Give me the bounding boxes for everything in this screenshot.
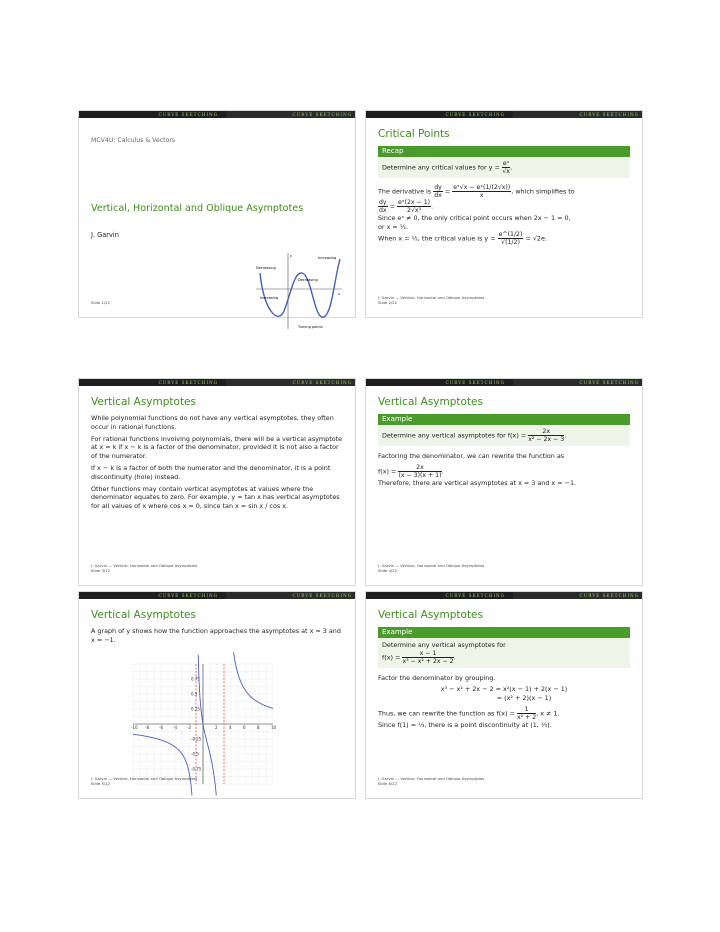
x-tick-label: -8 xyxy=(145,725,149,730)
slide-2: CURVE SKETCHING CURVE SKETCHING Critical Points Recap Determine any critical values for y = $\frac{\text{eˣ}}{√x}$ . The derivative is $\frac{dy}{dx}$ = $\frac{\text{eˣ√x − eˣ(1/(2√x))}}{x}$ , which simplifies to $\frac{dy}{dx}$ = $\frac{\text{eˣ(2x − 1)}}{\text{2√x³}}$ . Since eˣ ≠ 0, the only critical point occurs when 2x − 1 = 0, or x = ½. When x = ½, the critical value is y = $\frac{e\^{}(1/2)}{√(1/2)}$ = √2e. J. Garvin — Vertical, Horizontal and Oblique Asymptotes Slide 2/22 xyxy=(365,110,643,318)
slide-footer: J. Garvin — Vertical, Horizontal and Oblique Asymptotes Slide 4/22 xyxy=(378,563,485,573)
slide-footer: J. Garvin — Vertical, Horizontal and Oblique Asymptotes Slide 6/22 xyxy=(378,776,485,786)
slide-header: CURVE SKETCHING CURVE SKETCHING xyxy=(366,111,642,118)
slide-title: Vertical Asymptotes xyxy=(91,396,196,408)
x-tick-label: 6 xyxy=(243,725,246,730)
x-tick-label: 4 xyxy=(229,725,232,730)
y-tick-label: 0.5 xyxy=(191,691,198,697)
slide-3: CURVE SKETCHING CURVE SKETCHING Vertical Asymptotes While polynomial functions do not have any vertical asymptotes, they often occur in rational functions. For rational functions involving polynomials, there will be a vertical asymptote at x = k if x − k is a factor of the denominator, provided it is not also a factor of the numerator. If x − k is a factor of both the numerator and the denominator, it is a point discontinuity (hole) instead. Other functions may contain vertical asymptotes at values where the denominator equates to zero. For example, y = tan x has vertical asymptotes for all values of x where cos x = 0, since tan x = sin x / cos x. J. Garvin — Vertical, Horizontal and Oblique Asymptotes Slide 3/22 xyxy=(78,378,356,586)
slide-header: CURVE SKETCHING CURVE SKETCHING xyxy=(79,379,355,386)
svg-text:Increasing: Increasing xyxy=(260,296,279,300)
function-curve xyxy=(133,734,192,795)
slide-title: Vertical Asymptotes xyxy=(378,609,483,621)
curve-illustration xyxy=(254,251,344,331)
presentation-title: Vertical, Horizontal and Oblique Asymptotes xyxy=(91,203,304,214)
recap-block: Recap Determine any critical values for y = $\frac{\text{eˣ}}{√x}$ . xyxy=(378,146,630,178)
slide-footer: Slide 1/22 xyxy=(91,300,110,305)
y-tick-label: 0.75 xyxy=(191,676,200,682)
x-tick-label: -4 xyxy=(173,725,177,730)
slide-header: CURVE SKETCHING CURVE SKETCHING xyxy=(79,592,355,599)
slide-footer: J. Garvin — Vertical, Horizontal and Oblique Asymptotes Slide 2/22 xyxy=(378,295,485,305)
x-tick-label: 8 xyxy=(257,725,260,730)
svg-text:Decreasing: Decreasing xyxy=(298,278,318,282)
example-block: Example Determine any vertical asymptotes for f(x) = $\frac{2x}{\text{x² − 2x − 3}}$ . xyxy=(378,414,630,446)
y-tick-label: -0.25 xyxy=(191,736,202,742)
svg-text:Decreasing: Decreasing xyxy=(256,266,276,270)
function-curve xyxy=(234,652,273,708)
slide-title: Vertical Asymptotes xyxy=(91,609,196,621)
slide-5: CURVE SKETCHING CURVE SKETCHING Vertical Asymptotes A graph of y shows how the function approaches the asymptotes at x = 3 and x = −1. -10 -8 -6 -4 -2 2 4 6 8 10 0.75 0.5 0.25 -0.25 -0.5 -0.75 J. Garvin — Vertical, Horizontal and Oblique Asymptotes Slide 5/22 xyxy=(78,591,356,799)
x-tick-label: -10 xyxy=(131,725,138,730)
slide-header: CURVE SKETCHING CURVE SKETCHING xyxy=(79,111,355,118)
course-name: MCV4U: Calculus & Vectors xyxy=(91,137,176,144)
function-curve xyxy=(198,655,216,796)
y-tick-label: -0.75 xyxy=(191,766,202,772)
slide-4: CURVE SKETCHING CURVE SKETCHING Vertical Asymptotes Example Determine any vertical asymptotes for f(x) = $\frac{2x}{\text{x² − 2x − 3}}$ . Factoring the denominator, we can rewrite the function as f(x) = $\frac{2x}{(x - 3)(x + 1)}$ . Therefore, there are vertical asymptotes at x = 3 and x = −1. J. Garvin — Vertical, Horizontal and Oblique Asymptotes Slide 4/22 xyxy=(365,378,643,586)
svg-text:x: x xyxy=(338,292,341,296)
y-tick-label: 0.25 xyxy=(191,706,200,712)
slide-header: CURVE SKETCHING CURVE SKETCHING xyxy=(366,379,642,386)
y-tick-label: -0.5 xyxy=(191,751,199,757)
slide-header: CURVE SKETCHING CURVE SKETCHING xyxy=(366,592,642,599)
x-tick-label: 2 xyxy=(215,725,218,730)
svg-text:y: y xyxy=(290,254,293,258)
x-tick-label: -6 xyxy=(159,725,163,730)
svg-text:Increasing: Increasing xyxy=(318,256,337,260)
author: J. Garvin xyxy=(91,231,119,239)
x-tick-label: -2 xyxy=(187,725,191,730)
slide-footer: J. Garvin — Vertical, Horizontal and Oblique Asymptotes Slide 3/22 xyxy=(91,563,198,573)
slide-title: Critical Points xyxy=(378,128,450,140)
slide-title: Vertical Asymptotes xyxy=(378,396,483,408)
svg-text:Turning points: Turning points xyxy=(298,325,323,329)
x-tick-label: 10 xyxy=(271,725,277,730)
slide-1 xyxy=(78,110,356,329)
slide-footer: J. Garvin — Vertical, Horizontal and Oblique Asymptotes Slide 5/22 xyxy=(91,776,198,786)
example-block: Example Determine any vertical asymptotes for f(x) = $\frac{x - 1}{\text{x³ − x² + 2x − 2}}$ . xyxy=(378,627,630,668)
slide-6: CURVE SKETCHING CURVE SKETCHING Vertical Asymptotes Example Determine any vertical asymptotes for f(x) = $\frac{x - 1}{\text{x³ − x² + 2x − 2}}$ . Factor the denominator by grouping. x³ − x² + 2x − 2 = x²(x − 1) + 2(x − 1) = (x² + 2)(x − 1) Thus, we can rewrite the function as f(x) = $\frac{1}{\text{x² + 2}}$ , x ≠ 1. Since f(1) = ⅓, there is a point discontinuity at (1, ⅓). J. Garvin — Vertical, Horizontal and Oblique Asymptotes Slide 6/22 xyxy=(365,591,643,799)
